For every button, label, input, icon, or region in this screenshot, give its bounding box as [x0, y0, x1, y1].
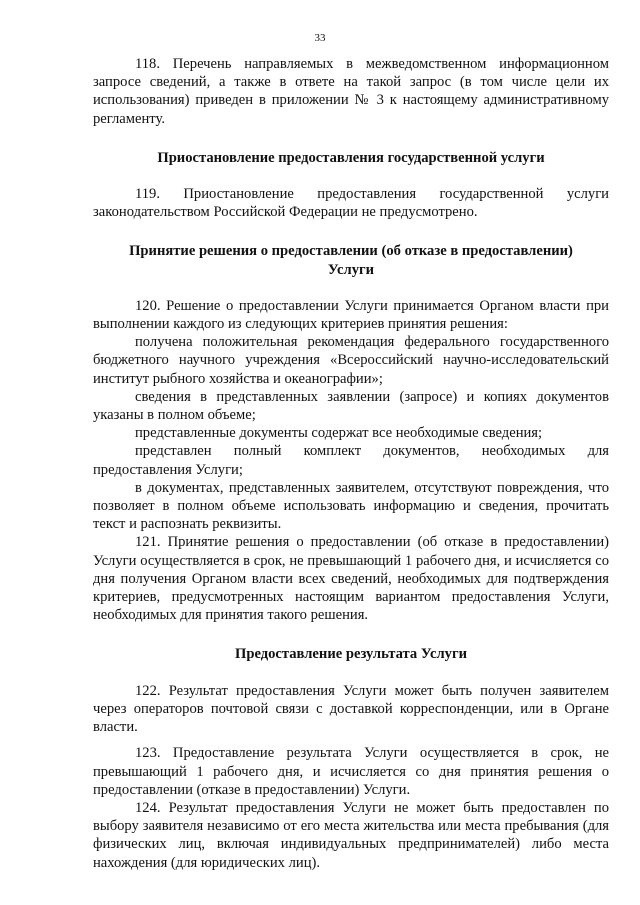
criterion-item: представлен полный комплект документов, необходимых для предоставления Услуги;: [93, 443, 609, 478]
criterion-item: в документах, представленных заявителем, отсутствуют повреждения, что позволяет в полном объеме использовать информацию и сведения, прочитать текст и распознать реквизиты.: [93, 479, 609, 533]
paragraph-120: 120. Решение о предоставлении Услуги принимается Органом власти при выполнении каждого из следующих критериев принятия решения:: [93, 297, 609, 333]
heading-decision-line1: Принятие решения о предоставлении (об отказе в предоставлении): [129, 243, 573, 260]
paragraph-121: 121. Принятие решения о предоставлении (об отказе в предоставлении) Услуги осуществляется в срок, не превышающий 1 рабочего дня, и исчисляется со дня получения Органом власти всех сведений, необходимых для подтверждения критериев, предусмотренных настоящим вариантом предоставления Услуги, необходимых для принятия такого решения.: [93, 534, 609, 624]
heading-suspension: Приостановление предоставления государственной услуги: [157, 149, 545, 166]
paragraph-124: 124. Результат предоставления Услуги не может быть предоставлен по выбору заявителя независимо от его места жительства или места пребывания (для физических лиц, включая индивидуальных предпринимателей) либо места нахождения (для юридических лиц).: [93, 799, 609, 871]
criterion-item: получена положительная рекомендация федерального государственного бюджетного научного учреждения «Всероссийский научно-исследовательский институт рыбного хозяйства и океанографии»;: [93, 334, 609, 387]
paragraph-118: 118. Перечень направляемых в межведомственном информационном запросе сведений, а также в ответе на такой запрос (в том числе цели их использования) приведен в приложении № 3 к настоящему административному регламенту.: [93, 56, 609, 127]
paragraph-122: 122. Результат предоставления Услуги может быть получен заявителем через операторов почтовой связи с доставкой корреспонденции, или в Органе власти.: [93, 682, 609, 736]
criterion-item: сведения в представленных заявлении (запросе) и копиях документов указаны в полном объеме;: [93, 388, 609, 424]
paragraph-123: 123. Предоставление результата Услуги осуществляется в срок, не превышающий 1 рабочего дня, и исчисляется со дня принятия решения о предоставлении (отказе в предоставлении) Услуги.: [93, 745, 609, 798]
heading-decision-line2: Услуги: [327, 261, 375, 278]
page-number: 33: [314, 32, 326, 44]
page-content: [93, 55, 609, 872]
heading-result: Предоставление результата Услуги: [235, 646, 467, 663]
criterion-item: представленные документы содержат все необходимые сведения;: [135, 425, 543, 442]
paragraph-119: 119. Приостановление предоставления государственной услуги законодательством Российской Федерации не предусмотрено.: [93, 186, 609, 221]
